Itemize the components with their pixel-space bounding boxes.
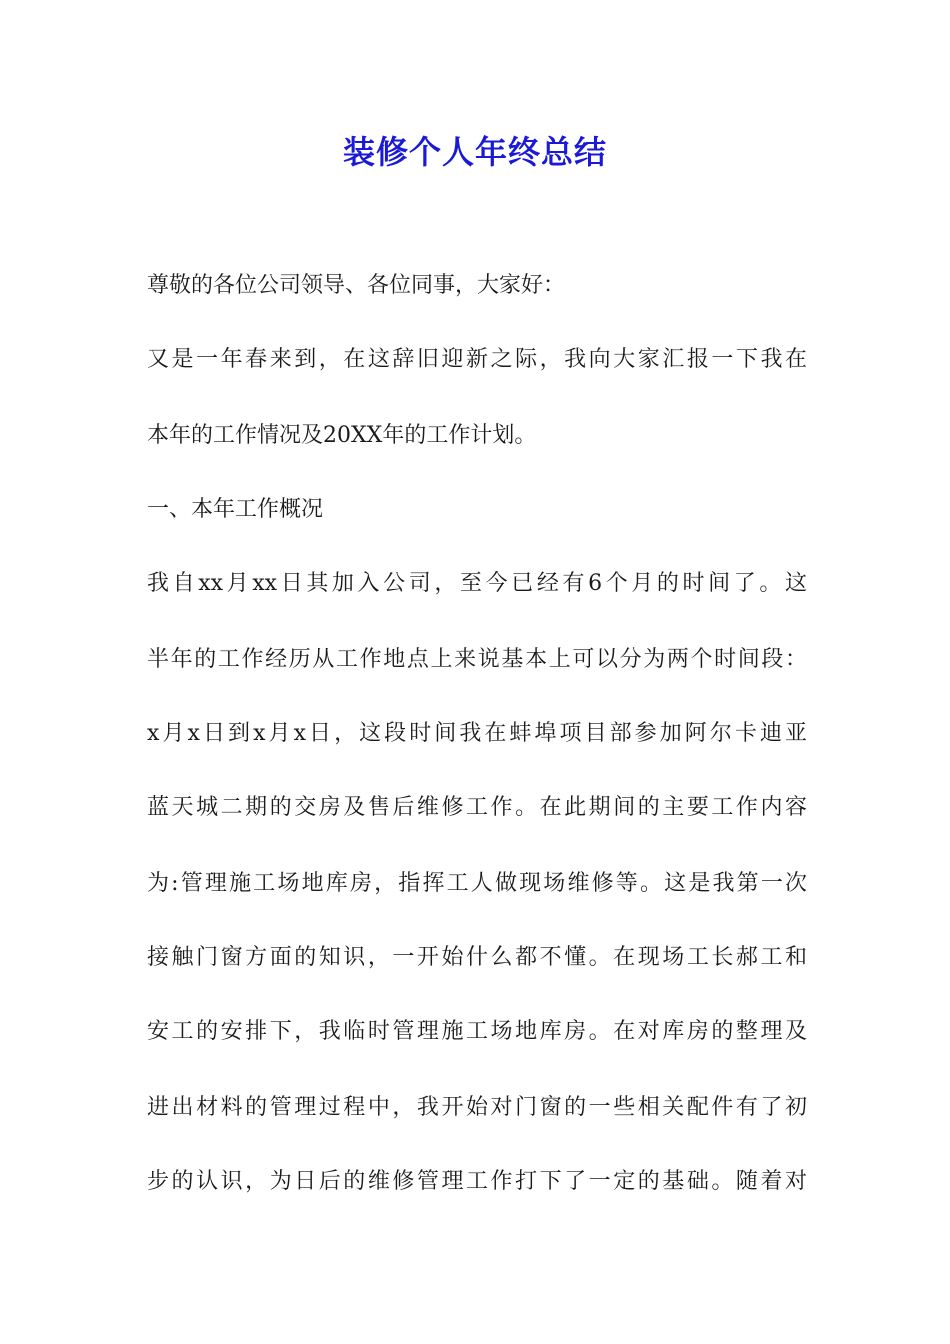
section-heading: 一、本年工作概况 [147,497,324,522]
body-line: 步的认识，为日后的维修管理工作打下了一定的基础。随着对 [147,1169,807,1194]
body-line: x月x日到x月x日，这段时间我在蚌埠项目部参加阿尔卡迪亚 [147,721,807,746]
body-line: 接触门窗方面的知识，一开始什么都不懂。在现场工长郝工和 [147,945,807,970]
body-line: 蓝天城二期的交房及售后维修工作。在此期间的主要工作内容 [147,795,807,820]
body-line: 本年的工作情况及20XX年的工作计划。 [147,423,537,448]
body-line: 又是一年春来到，在这辞旧迎新之际，我向大家汇报一下我在 [147,347,807,372]
body-line: 半年的工作经历从工作地点上来说基本上可以分为两个时间段： [147,647,807,672]
body-line: 安工的安排下，我临时管理施工场地库房。在对库房的整理及 [147,1019,807,1044]
body-line-salutation: 尊敬的各位公司领导、各位同事，大家好： [147,273,566,298]
body-line: 我自xx月xx日其加入公司，至今已经有6个月的时间了。这 [147,571,807,596]
body-line: 进出材料的管理过程中，我开始对门窗的一些相关配件有了初 [147,1095,807,1120]
body-line: 为:管理施工场地库房，指挥工人做现场维修等。这是我第一次 [147,871,807,896]
document-title: 装修个人年终总结 [342,133,607,171]
